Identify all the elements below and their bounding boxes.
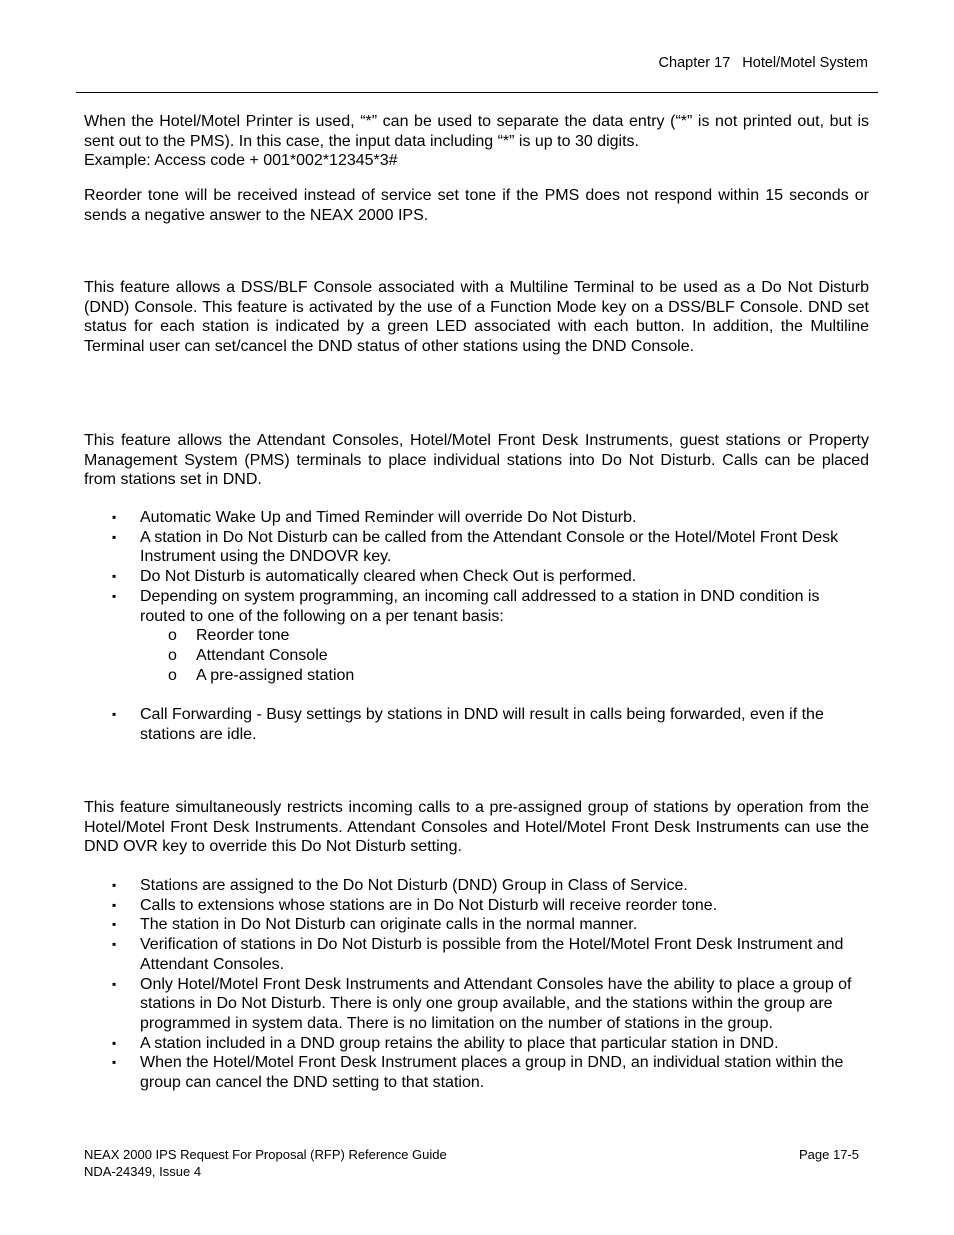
paragraph-text: When the Hotel/Motel Printer is used, “*” can be used to separate the data entry (“*” is not printed out, but is sent out to the PMS). In this case, the input data including “*” is up to 30 digits. [84,113,869,150]
list-item: ▪ Verification of stations in Do Not Disturb is possible from the Hotel/Motel Front Desk Instrument and Attendant Consoles. [84,935,869,974]
paragraph-reorder-tone: Reorder tone will be received instead of service set tone if the PMS does not respond within 15 seconds or sends a negative answer to the NEAX 2000 IPS. [84,187,869,224]
header-chapter: Chapter 17 [658,55,731,71]
list-item-text: Depending on system programming, an incoming call addressed to a station in DND condition is routed to one of the following on a per tenant basis: [140,587,820,625]
sub-list-item: o A pre-assigned station [140,666,869,686]
sub-list-item: o Reorder tone [140,626,869,646]
paragraph-dnd-group: This feature simultaneously restricts incoming calls to a pre-assigned group of stations by operation from the Hotel/Motel Front Desk Instruments. Attendant Consoles and Hotel/Motel Front Desk Instruments can use the DND OVR key to override this Do Not Disturb setting. [84,799,869,856]
page-footer [84,1146,447,1180]
footer-doc-id: NDA-24349, Issue 4 [84,1164,202,1179]
list-item: ▪ Do Not Disturb is automatically cleared when Check Out is performed. [84,567,869,587]
bullet-list-dnd-individual [84,508,869,685]
sub-list [140,626,869,685]
header-rule [76,92,878,93]
list-item: ▪ Only Hotel/Motel Front Desk Instruments and Attendant Consoles have the ability to place a group of stations in Do Not Disturb. There is only one group available, and the stations within the group are programmed in system data. There is no limitation on the number of stations in the group. [84,975,869,1034]
paragraph-dnd-console: This feature allows a DSS/BLF Console associated with a Multiline Terminal to be used as a Do Not Disturb (DND) Console. This feature is activated by the use of a Function Mode key on a DSS/BLF Console. DND set status for each station is indicated by a green LED associated with each button. In addition, the Multiline Terminal user can set/cancel the DND status of other stations using the DND Console. [84,279,869,356]
paragraph-dnd-individual: This feature allows the Attendant Consoles, Hotel/Motel Front Desk Instruments, guest stations or Property Management System (PMS) terminals to place individual stations into Do Not Disturb. Calls can be placed from stations set in DND. [84,432,869,489]
page-header [659,55,868,71]
example-line: Example: Access code + 001*002*12345*3# [84,152,398,170]
list-item: ▪ Automatic Wake Up and Timed Reminder will override Do Not Disturb. [84,508,869,528]
list-item: ▪ Call Forwarding - Busy settings by stations in DND will result in calls being forwarded, even if the stations are idle. [84,705,869,744]
list-item: ▪ A station included in a DND group retains the ability to place that particular station in DND. [84,1034,869,1054]
paragraph-printer-note [84,112,869,171]
header-title: Hotel/Motel System [742,55,868,71]
bullet-list-call-forwarding [84,705,869,744]
list-item: ▪ When the Hotel/Motel Front Desk Instrument places a group in DND, an individual station within the group can cancel the DND setting to that station. [84,1053,869,1092]
sub-list-item: o Attendant Console [140,646,869,666]
list-item: ▪ A station in Do Not Disturb can be called from the Attendant Console or the Hotel/Motel Front Desk Instrument using the DNDOVR key. [84,528,869,567]
list-item: ▪ Stations are assigned to the Do Not Disturb (DND) Group in Class of Service. [84,876,869,896]
list-item: ▪ The station in Do Not Disturb can originate calls in the normal manner. [84,915,869,935]
footer-page-number: Page 17-5 [799,1147,859,1162]
list-item [84,587,869,686]
footer-doc-title: NEAX 2000 IPS Request For Proposal (RFP) Reference Guide [84,1147,447,1162]
list-item: ▪ Calls to extensions whose stations are in Do Not Disturb will receive reorder tone. [84,896,869,916]
bullet-list-dnd-group [84,876,869,1093]
